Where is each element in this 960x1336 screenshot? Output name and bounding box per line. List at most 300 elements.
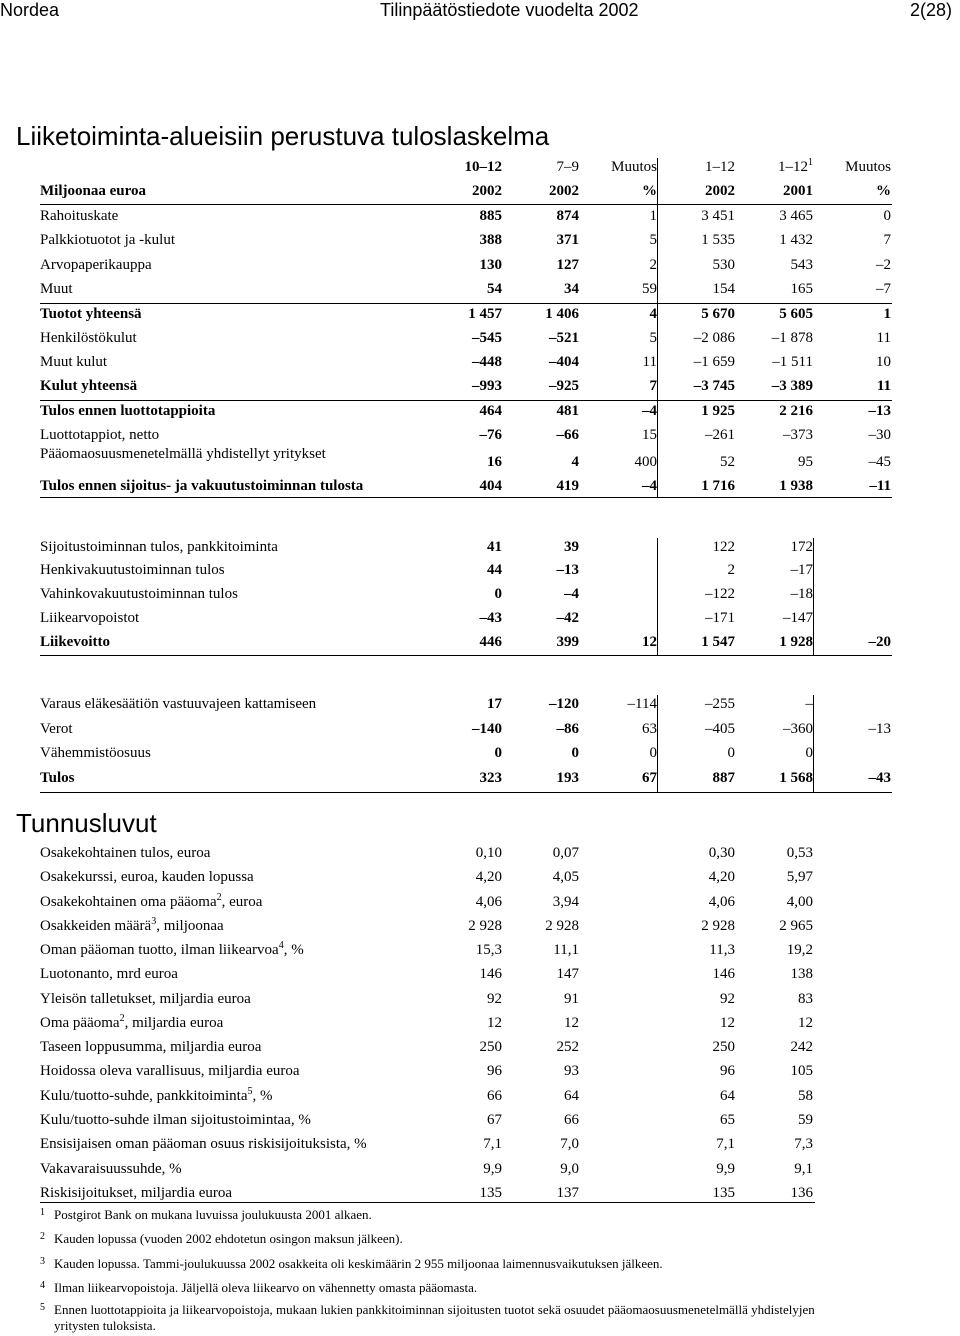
cell-c2: [502, 539, 579, 556]
cell-c3: [579, 183, 657, 200]
cell-value: 7,0: [560, 1136, 579, 1152]
cell-value: 0,10: [475, 845, 502, 861]
cell-value: –20: [868, 634, 891, 650]
cell-c2: [502, 634, 579, 651]
cell-value: 138: [790, 966, 813, 982]
table-row: [0, 1039, 960, 1063]
table-row: [0, 539, 960, 563]
cell-value: 7,1: [716, 1136, 735, 1152]
footnote-ref: 2: [119, 1013, 125, 1024]
cell-value: 10–12: [464, 159, 502, 175]
row-label-text: Henkilöstökulut: [40, 330, 137, 346]
table-row: [0, 721, 960, 745]
cell-c2: [502, 586, 579, 603]
row-label: [40, 745, 151, 762]
footnote-number: 4: [40, 1280, 45, 1291]
table-row: [0, 894, 960, 918]
table-row: [0, 918, 960, 942]
cell-value: –7: [876, 281, 891, 297]
cell-value: –43: [479, 610, 502, 626]
cell-value: 250: [712, 1039, 735, 1055]
cell-value: 7,1: [483, 1136, 502, 1152]
row-label: [40, 770, 74, 787]
table-row: [0, 869, 960, 893]
cell-c1: [420, 610, 502, 627]
cell-value: 59: [798, 1112, 813, 1128]
cell-c4: [657, 918, 735, 935]
footnote-number: 2: [40, 1231, 45, 1242]
cell-value: 0,07: [552, 845, 579, 861]
cell-c6: [813, 454, 891, 471]
cell-c3: [579, 208, 657, 225]
cell-value: 92: [487, 991, 502, 1007]
cell-c5: [735, 1063, 813, 1080]
cell-value: –2: [876, 257, 891, 273]
row-label-text: Osakekohtainen oma pääoma: [40, 894, 217, 910]
cell-c1: [420, 894, 502, 911]
cell-value: 95: [798, 454, 813, 470]
cell-c5: [735, 845, 813, 862]
cell-value: –261: [705, 427, 735, 443]
cell-value: 19,2: [786, 942, 813, 958]
cell-value: –17: [790, 562, 813, 578]
cell-value: 4,06: [475, 894, 502, 910]
cell-c4: [657, 1161, 735, 1178]
table-row: [0, 306, 960, 330]
cell-value: 2002: [549, 183, 579, 199]
cell-c5: [735, 281, 813, 298]
cell-c3: [579, 478, 657, 495]
cell-value: 1 568: [779, 770, 813, 786]
cell-c4: [657, 159, 735, 176]
cell-value: 242: [790, 1039, 813, 1055]
key-figures-title: Tunnusluvut: [16, 808, 157, 838]
row-label-text: Yleisön talletukset, miljardia euroa: [40, 991, 251, 1007]
cell-c4: [657, 845, 735, 862]
cell-c5: [735, 1136, 813, 1153]
row-label-suffix: , miljoonaa: [156, 918, 224, 934]
row-label: [40, 257, 152, 274]
cell-c6: [813, 257, 891, 274]
cell-c2: [502, 869, 579, 886]
cell-value: 1 457: [468, 306, 502, 322]
row-label: [40, 1063, 300, 1080]
column-divider: [657, 538, 658, 656]
cell-c6: [813, 281, 891, 298]
row-label-text: Tulos: [40, 770, 75, 786]
cell-value: –405: [705, 721, 735, 737]
cell-value: –13: [868, 403, 891, 419]
row-label-text: Liikearvopoistot: [40, 610, 140, 626]
cell-value: 137: [556, 1185, 579, 1201]
cell-value: 83: [798, 991, 813, 1007]
cell-value: 887: [712, 770, 735, 786]
footnote-text: Kauden lopussa (vuoden 2002 ehdotetun osingon maksun jälkeen).: [54, 1231, 403, 1246]
cell-c4: [657, 1185, 735, 1202]
cell-value: 9,0: [560, 1161, 579, 1177]
row-label: [40, 966, 178, 983]
row-label-text: Oman pääoman tuotto, ilman liikearvoa: [40, 942, 279, 958]
cell-c5: [735, 918, 813, 935]
cell-value: –45: [868, 454, 891, 470]
cell-value: 4,06: [708, 894, 735, 910]
cell-value: 91: [564, 991, 579, 1007]
cell-c2: [502, 378, 579, 395]
cell-value: –147: [783, 610, 813, 626]
table-row: [0, 478, 960, 502]
row-label-suffix: , euroa: [221, 894, 263, 910]
row-label: [40, 1136, 367, 1153]
cell-c2: [502, 1112, 579, 1129]
page-number: 2(28): [909, 0, 952, 20]
cell-value: 65: [720, 1112, 735, 1128]
table-row: [0, 942, 960, 966]
table-row: [0, 1136, 960, 1160]
cell-c5: [735, 562, 813, 579]
cell-c3: [579, 354, 657, 371]
cell-c5: [735, 966, 813, 983]
row-label: [40, 1112, 311, 1129]
cell-c1: [420, 562, 502, 579]
table-row: [0, 562, 960, 586]
cell-value: –1 878: [771, 330, 813, 346]
cell-value: 400: [634, 454, 657, 470]
cell-value: 41: [487, 539, 502, 555]
cell-c3: [579, 159, 657, 176]
cell-value: –545: [472, 330, 502, 346]
cell-c2: [502, 330, 579, 347]
cell-value: 39: [564, 539, 579, 555]
table-row: [0, 232, 960, 256]
row-label-text: Riskisijoitukset, miljardia euroa: [40, 1185, 233, 1201]
row-divider: [40, 400, 892, 401]
cell-c6: [813, 770, 891, 787]
row-label: [40, 942, 304, 959]
row-label-text: Muut: [40, 281, 73, 297]
row-label-text: Osakekurssi, euroa, kauden lopussa: [40, 869, 254, 885]
cell-value: 4,05: [552, 869, 579, 885]
cell-value: –255: [705, 696, 735, 712]
cell-c4: [657, 330, 735, 347]
row-label-text: Oma pääoma: [40, 1015, 120, 1031]
row-label: [40, 696, 316, 713]
cell-c3: [579, 403, 657, 420]
cell-value: %: [642, 183, 657, 199]
cell-c2: [502, 770, 579, 787]
cell-c4: [657, 1015, 735, 1032]
cell-c4: [657, 721, 735, 738]
cell-value: –171: [705, 610, 735, 626]
row-label: [40, 1039, 261, 1056]
table-row: [0, 257, 960, 281]
row-label-text: Sijoitustoiminnan tulos, pankkitoiminta: [40, 539, 278, 555]
cell-c2: [502, 1088, 579, 1105]
cell-c5: [735, 610, 813, 627]
row-divider: [40, 303, 892, 304]
cell-c3: [579, 696, 657, 713]
cell-c5: [735, 869, 813, 886]
cell-value: 66: [487, 1088, 502, 1104]
cell-c5: [735, 257, 813, 274]
cell-c3: [579, 232, 657, 249]
table-row: [0, 354, 960, 378]
cell-value: 464: [479, 403, 502, 419]
cell-value: 2 928: [468, 918, 502, 934]
cell-value: –925: [549, 378, 579, 394]
cell-value: 11,3: [709, 942, 735, 958]
cell-value: 4,00: [786, 894, 813, 910]
column-divider: [813, 538, 814, 656]
cell-value: 44: [487, 562, 502, 578]
cell-c2: [502, 966, 579, 983]
cell-c3: [579, 281, 657, 298]
cell-c5: [735, 696, 813, 713]
table-row: [0, 610, 960, 634]
cell-value: 530: [712, 257, 735, 273]
row-label-text: Palkkiotuotot ja -kulut: [40, 232, 175, 248]
header-underline: [40, 204, 892, 205]
cell-value: –404: [549, 354, 579, 370]
cell-c2: [502, 403, 579, 420]
cell-value: 1 547: [701, 634, 735, 650]
footnote-ref: 2: [216, 892, 222, 903]
row-label-text: Tuotot yhteensä: [40, 306, 142, 322]
cell-c1: [420, 208, 502, 225]
cell-value: –76: [479, 427, 502, 443]
cell-value: –13: [868, 721, 891, 737]
row-label-text: Pääomaosuusmenetelmällä yhdistellyt yritykset: [40, 446, 326, 462]
cell-value: 154: [712, 281, 735, 297]
cell-c4: [657, 586, 735, 603]
cell-value: –18: [790, 586, 813, 602]
cell-value: 404: [479, 478, 502, 494]
cell-value: –66: [556, 427, 579, 443]
row-label: [40, 1088, 272, 1105]
cell-c4: [657, 232, 735, 249]
row-label-text: Muut kulut: [40, 354, 108, 370]
cell-value: 11: [642, 354, 657, 370]
cell-value: 58: [798, 1088, 813, 1104]
cell-value: 15,3: [475, 942, 502, 958]
cell-c5: [735, 159, 813, 176]
cell-value: 2: [649, 257, 657, 273]
cell-c5: [735, 1015, 813, 1032]
row-label-text: Varaus eläkesäätiön vastuuvajeen kattamiseen: [40, 696, 317, 712]
cell-c3: [579, 427, 657, 444]
cell-value: 0: [571, 745, 579, 761]
cell-value: –42: [556, 610, 579, 626]
cell-c1: [420, 1136, 502, 1153]
table-row: [0, 330, 960, 354]
footnote-ref: 5: [247, 1086, 253, 1097]
cell-value: –3 389: [771, 378, 813, 394]
cell-value: 1: [883, 306, 891, 322]
row-label-text: Tulos ennen luottotappioita: [40, 403, 216, 419]
cell-value: 0: [727, 745, 735, 761]
cell-c4: [657, 869, 735, 886]
cell-value: 165: [790, 281, 813, 297]
cell-value: 127: [556, 257, 579, 273]
row-label-text: Vahinkovakuutustoiminnan tulos: [40, 586, 238, 602]
cell-c5: [735, 183, 813, 200]
cell-c1: [420, 942, 502, 959]
cell-c1: [420, 586, 502, 603]
cell-c5: [735, 991, 813, 1008]
cell-value: 7: [649, 378, 657, 394]
row-label: [40, 330, 137, 347]
cell-value: 2 928: [545, 918, 579, 934]
cell-value: 92: [720, 991, 735, 1007]
row-label: [40, 539, 278, 556]
cell-c6: [813, 378, 891, 395]
cell-value: –993: [472, 378, 502, 394]
cell-c2: [502, 159, 579, 176]
row-label-text: Taseen loppusumma, miljardia euroa: [40, 1039, 262, 1055]
cell-c5: [735, 1185, 813, 1202]
cell-c4: [657, 354, 735, 371]
cell-c4: [657, 454, 735, 471]
cell-c1: [420, 454, 502, 471]
cell-c2: [502, 610, 579, 627]
row-label: [40, 634, 110, 651]
cell-value: 63: [642, 721, 657, 737]
cell-c1: [420, 159, 502, 176]
column-divider: [813, 695, 814, 793]
cell-value: 3 451: [701, 208, 735, 224]
cell-c6: [813, 183, 891, 200]
row-label-text: Arvopaperikauppa: [40, 257, 152, 273]
cell-c5: [735, 1088, 813, 1105]
cell-value: 12: [487, 1015, 502, 1031]
cell-c1: [420, 1161, 502, 1178]
row-label-text: Kulu/tuotto-suhde, pankkitoiminta: [40, 1088, 248, 1104]
cell-c1: [420, 403, 502, 420]
cell-c1: [420, 427, 502, 444]
cell-value: 0,53: [786, 845, 813, 861]
cell-c1: [420, 183, 502, 200]
cell-c1: [420, 869, 502, 886]
cell-c4: [657, 478, 735, 495]
cell-c1: [420, 745, 502, 762]
cell-value: –4: [642, 403, 657, 419]
cell-c5: [735, 770, 813, 787]
cell-c1: [420, 1088, 502, 1105]
row-label-text: Kulut yhteensä: [40, 378, 138, 394]
table-row: [0, 966, 960, 990]
cell-value: –373: [783, 427, 813, 443]
cell-value: 1–12: [705, 159, 735, 175]
cell-c3: [579, 306, 657, 323]
cell-c2: [502, 745, 579, 762]
cell-c3: [579, 745, 657, 762]
cell-c1: [420, 1015, 502, 1032]
cell-value: Muutos: [845, 159, 891, 175]
row-label: [40, 610, 139, 627]
cell-c3: [579, 721, 657, 738]
cell-c5: [735, 1161, 813, 1178]
cell-c4: [657, 1112, 735, 1129]
row-label-text: Luotonanto, mrd euroa: [40, 966, 178, 982]
cell-c3: [579, 454, 657, 471]
cell-value: 371: [556, 232, 579, 248]
row-label-text: Kulu/tuotto-suhde ilman sijoitustoimintaa, %: [40, 1112, 311, 1128]
row-label: [40, 403, 215, 420]
cell-value: 9,9: [483, 1161, 502, 1177]
row-label: [40, 354, 107, 371]
cell-c3: [579, 770, 657, 787]
table-row: [0, 1015, 960, 1039]
table-row: [0, 1185, 960, 1209]
cell-value: 146: [479, 966, 502, 982]
cell-value: 885: [479, 208, 502, 224]
cell-value: 4,20: [708, 869, 735, 885]
cell-value: 10: [876, 354, 891, 370]
footnote-text: Ilman liikearvopoistoja. Jäljellä oleva liikearvo on vähennetty omasta pääomasta.: [54, 1280, 478, 1295]
row-label: [40, 869, 254, 886]
cell-value: –114: [627, 696, 657, 712]
row-label-text: Rahoituskate: [40, 208, 119, 224]
cell-value: –1 659: [693, 354, 735, 370]
cell-c4: [657, 696, 735, 713]
cell-c5: [735, 634, 813, 651]
row-label-text: Vähemmistöosuus: [40, 745, 151, 761]
cell-c2: [502, 942, 579, 959]
cell-c2: [502, 478, 579, 495]
cell-value: –521: [549, 330, 579, 346]
cell-value: 67: [487, 1112, 502, 1128]
row-label: [40, 845, 210, 862]
cell-value: –43: [868, 770, 891, 786]
cell-c1: [420, 845, 502, 862]
cell-c3: [579, 634, 657, 651]
cell-c2: [502, 257, 579, 274]
cell-c2: [502, 183, 579, 200]
row-label-suffix: , %: [283, 942, 304, 958]
cell-value: 0: [649, 745, 657, 761]
cell-c5: [735, 942, 813, 959]
company-name: Nordea: [0, 0, 60, 20]
cell-c2: [502, 306, 579, 323]
cell-c4: [657, 745, 735, 762]
row-label-text: Liikevoitto: [40, 634, 110, 650]
cell-c4: [657, 257, 735, 274]
cell-value: 12: [642, 634, 657, 650]
cell-c1: [420, 1112, 502, 1129]
cell-value: 0: [805, 745, 813, 761]
cell-value: 7: [883, 232, 891, 248]
cell-value: –: [805, 696, 813, 712]
cell-value: 4: [649, 306, 657, 322]
cell-c5: [735, 378, 813, 395]
cell-value: 17: [487, 696, 502, 712]
row-label: [40, 378, 137, 395]
cell-value: 96: [487, 1063, 502, 1079]
cell-value: 93: [564, 1063, 579, 1079]
cell-value: 1 716: [701, 478, 735, 494]
cell-c6: [813, 634, 891, 651]
row-label-suffix: , %: [252, 1088, 273, 1104]
cell-c4: [657, 427, 735, 444]
cell-c4: [657, 208, 735, 225]
table-row: [0, 1112, 960, 1136]
row-label: [40, 1015, 223, 1032]
cell-c5: [735, 586, 813, 603]
cell-value: –86: [556, 721, 579, 737]
footnote-text: Kauden lopussa. Tammi-joulukuussa 2002 osakkeita oli keskimäärin 2 955 miljoonaa laimennusvaikutuksen jälkeen.: [54, 1256, 663, 1271]
cell-c6: [813, 721, 891, 738]
row-label: [40, 1161, 182, 1178]
row-label: [40, 232, 175, 249]
